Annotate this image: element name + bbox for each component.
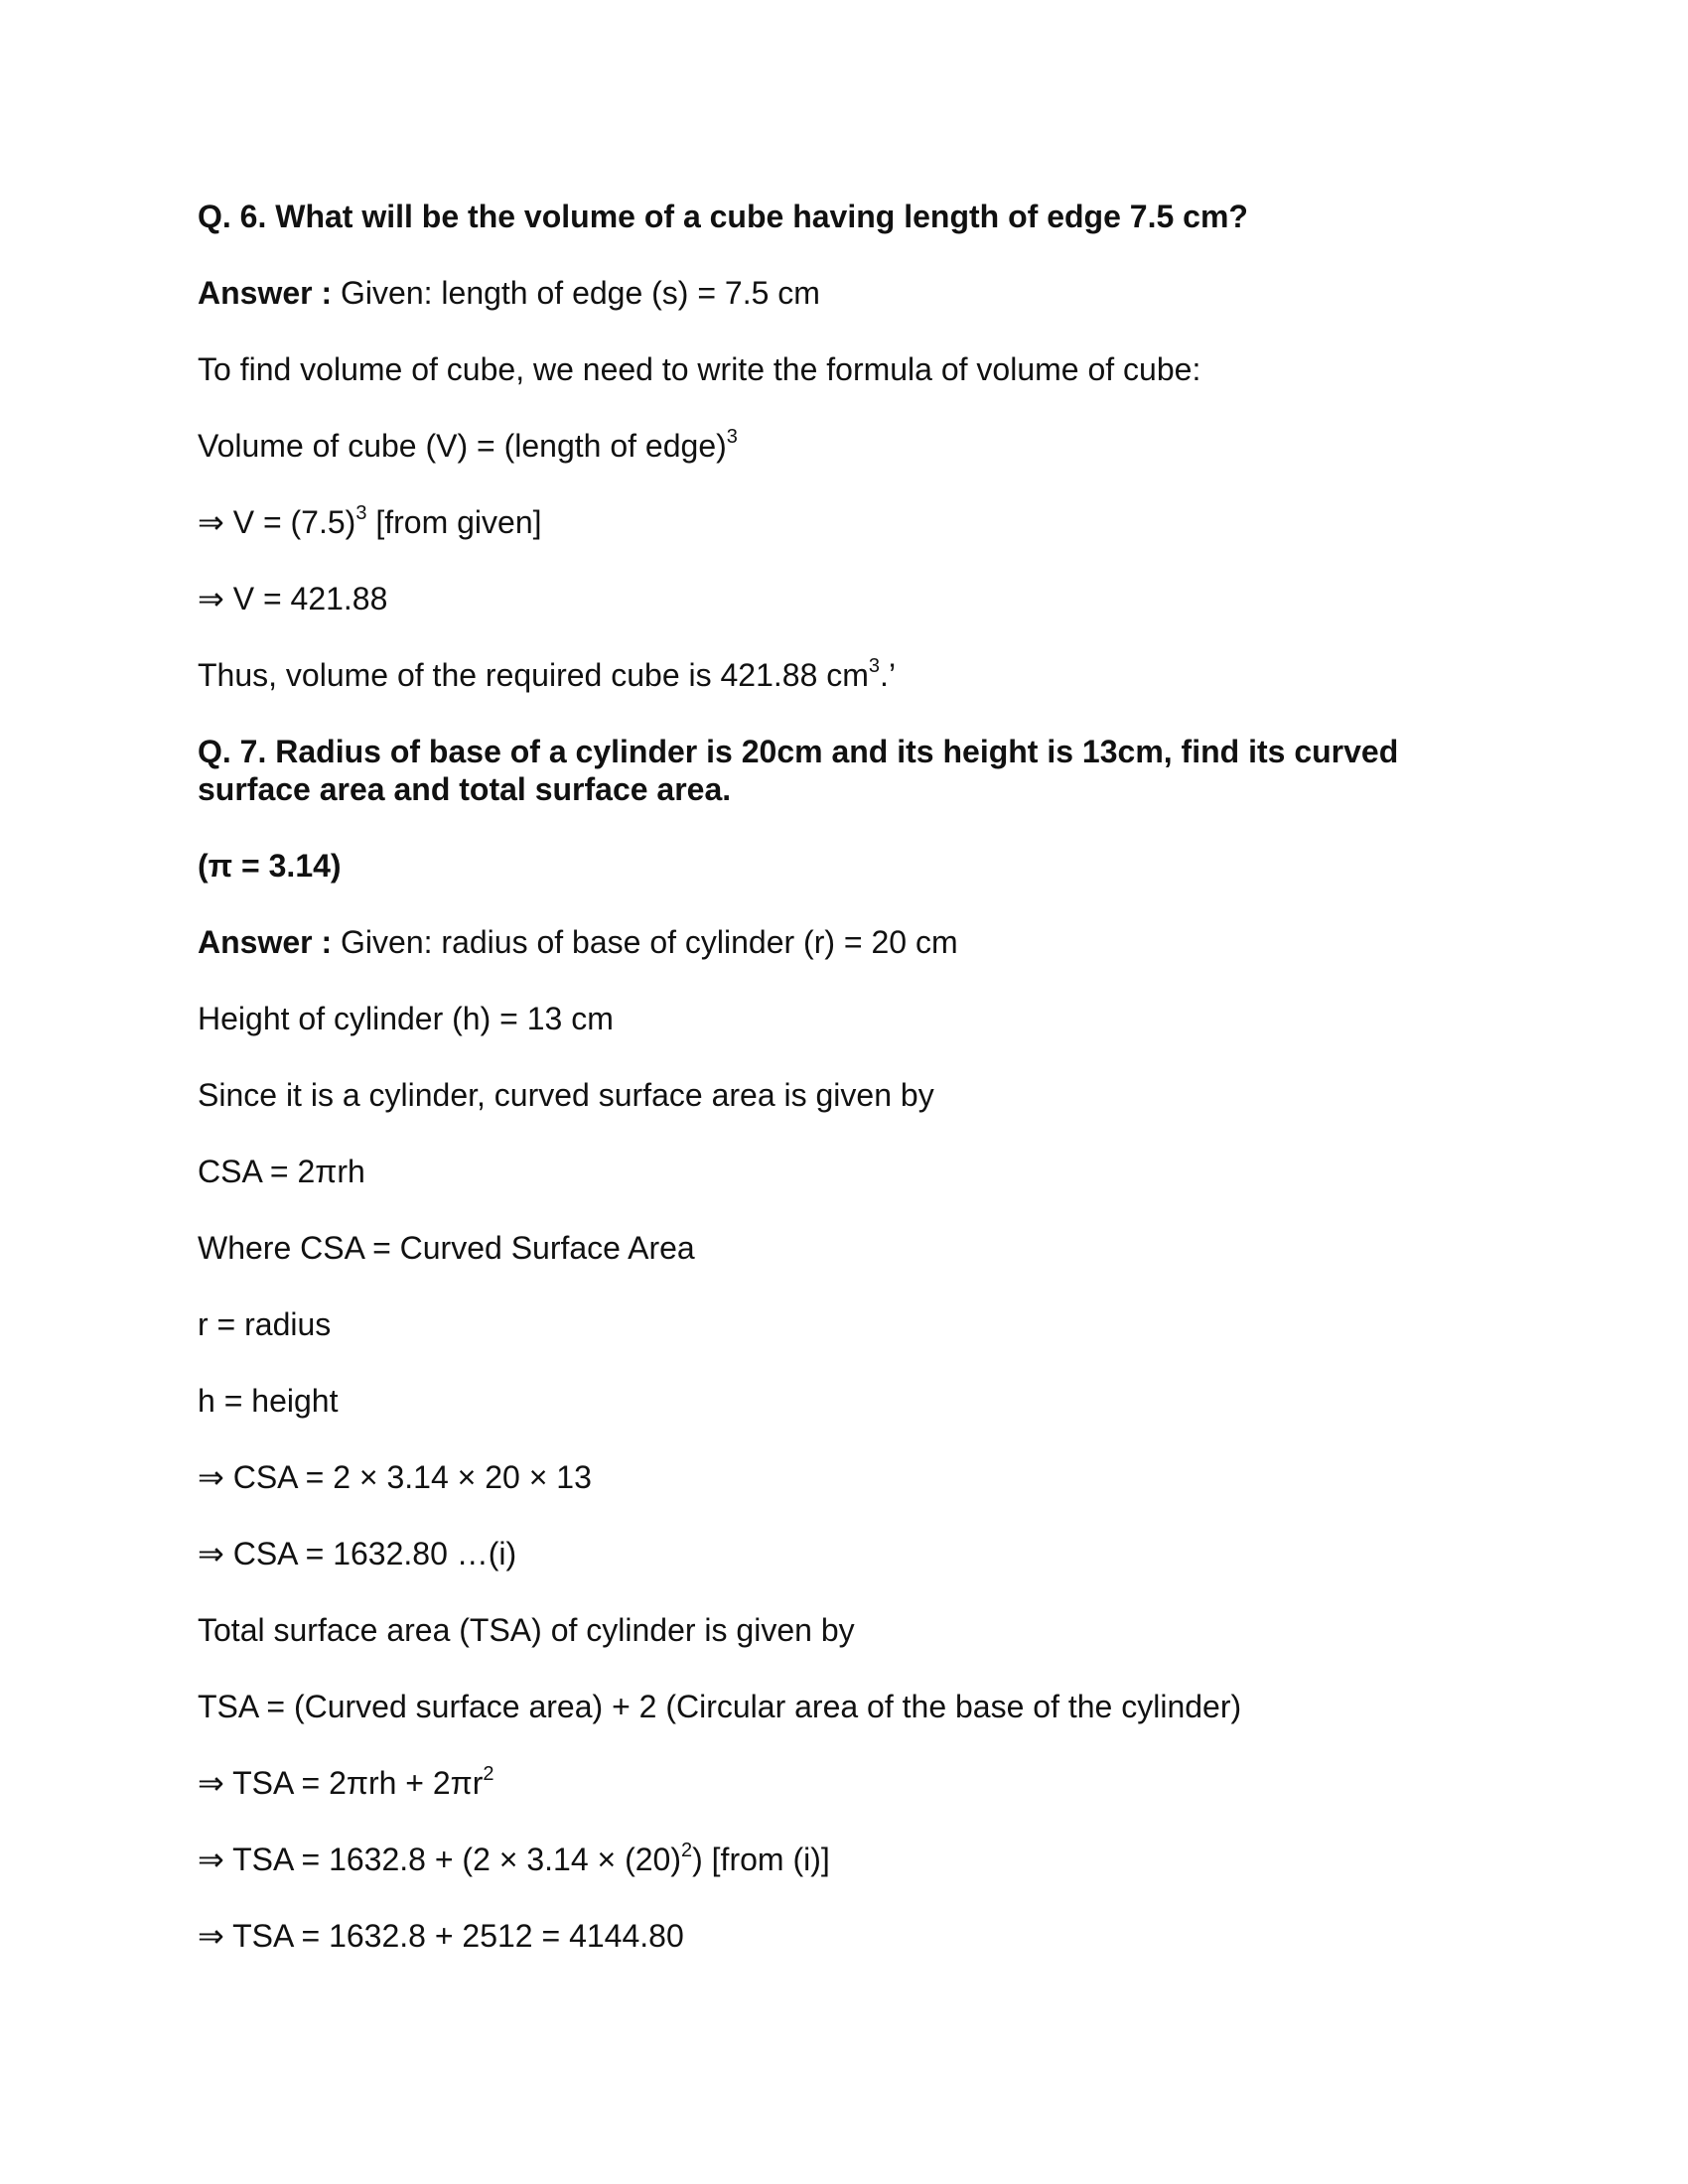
q7-height: Height of cylinder (h) = 13 cm [198,1001,614,1036]
q6-intro: To find volume of cube, we need to write the formula of volume of cube: [198,351,1201,387]
q6-conclusion [198,656,896,694]
q7-tsa-step-1-exponent: 2 [483,1763,494,1785]
q6-formula-exponent: 3 [726,426,738,448]
q6-step-1-text: ⇒ V = (7.5) [198,504,356,540]
q6-answer-line [198,274,820,312]
q7-where: Where CSA = Curved Surface Area [198,1230,695,1266]
q7-tsa-def: TSA = (Curved surface area) + 2 (Circular area of the base of the cylinder) [198,1689,1242,1724]
q7-r-def: r = radius [198,1306,332,1342]
q6-conclusion-end: .’ [880,657,897,693]
q7-tsa-step-3: ⇒ TSA = 1632.8 + 2512 = 4144.80 [198,1918,684,1954]
q7-pi-note: (π = 3.14) [198,848,342,884]
q7-answer-line [198,923,958,961]
q7-h-def: h = height [198,1383,339,1419]
answer-label: Answer : [198,924,333,960]
q6-given: Given: length of edge (s) = 7.5 cm [341,275,820,311]
q7-tsa-step-2-note: ) [from (i)] [692,1842,830,1877]
q7-tsa-step-1-text: ⇒ TSA = 2πrh + 2πr [198,1765,484,1801]
q7-given: Given: radius of base of cylinder (r) = 20 cm [341,924,958,960]
answer-label: Answer : [198,275,333,311]
question-7: Q. 7. Radius of base of a cylinder is 20cm and its height is 13cm, find its curved surface area and total surface area. [198,734,1399,807]
q7-tsa-step-2 [198,1841,830,1878]
q7-csa-step-2: ⇒ CSA = 1632.80 …(i) [198,1536,517,1571]
q7-tsa-step-2-text: ⇒ TSA = 1632.8 + (2 × 3.14 × (20) [198,1842,681,1877]
q6-conclusion-text: Thus, volume of the required cube is 421.88 cm [198,657,869,693]
q6-formula [198,427,738,465]
q6-step-1-exponent: 3 [355,502,367,524]
q6-formula-text: Volume of cube (V) = (length of edge) [198,428,727,464]
q7-csa-formula: CSA = 2πrh [198,1154,365,1189]
q7-tsa-step-1 [198,1764,494,1802]
q6-step-1 [198,503,542,541]
q6-step-2: ⇒ V = 421.88 [198,581,388,616]
question-6: Q. 6. What will be the volume of a cube having length of edge 7.5 cm? [198,199,1248,234]
q7-tsa-intro: Total surface area (TSA) of cylinder is given by [198,1612,855,1648]
q7-tsa-step-2-exponent: 2 [680,1840,693,1861]
q6-conclusion-exponent: 3 [868,655,881,677]
q7-csa-intro: Since it is a cylinder, curved surface area is given by [198,1077,934,1113]
q7-csa-step-1: ⇒ CSA = 2 × 3.14 × 20 × 13 [198,1459,592,1495]
q6-step-1-note: [from given] [366,504,542,540]
